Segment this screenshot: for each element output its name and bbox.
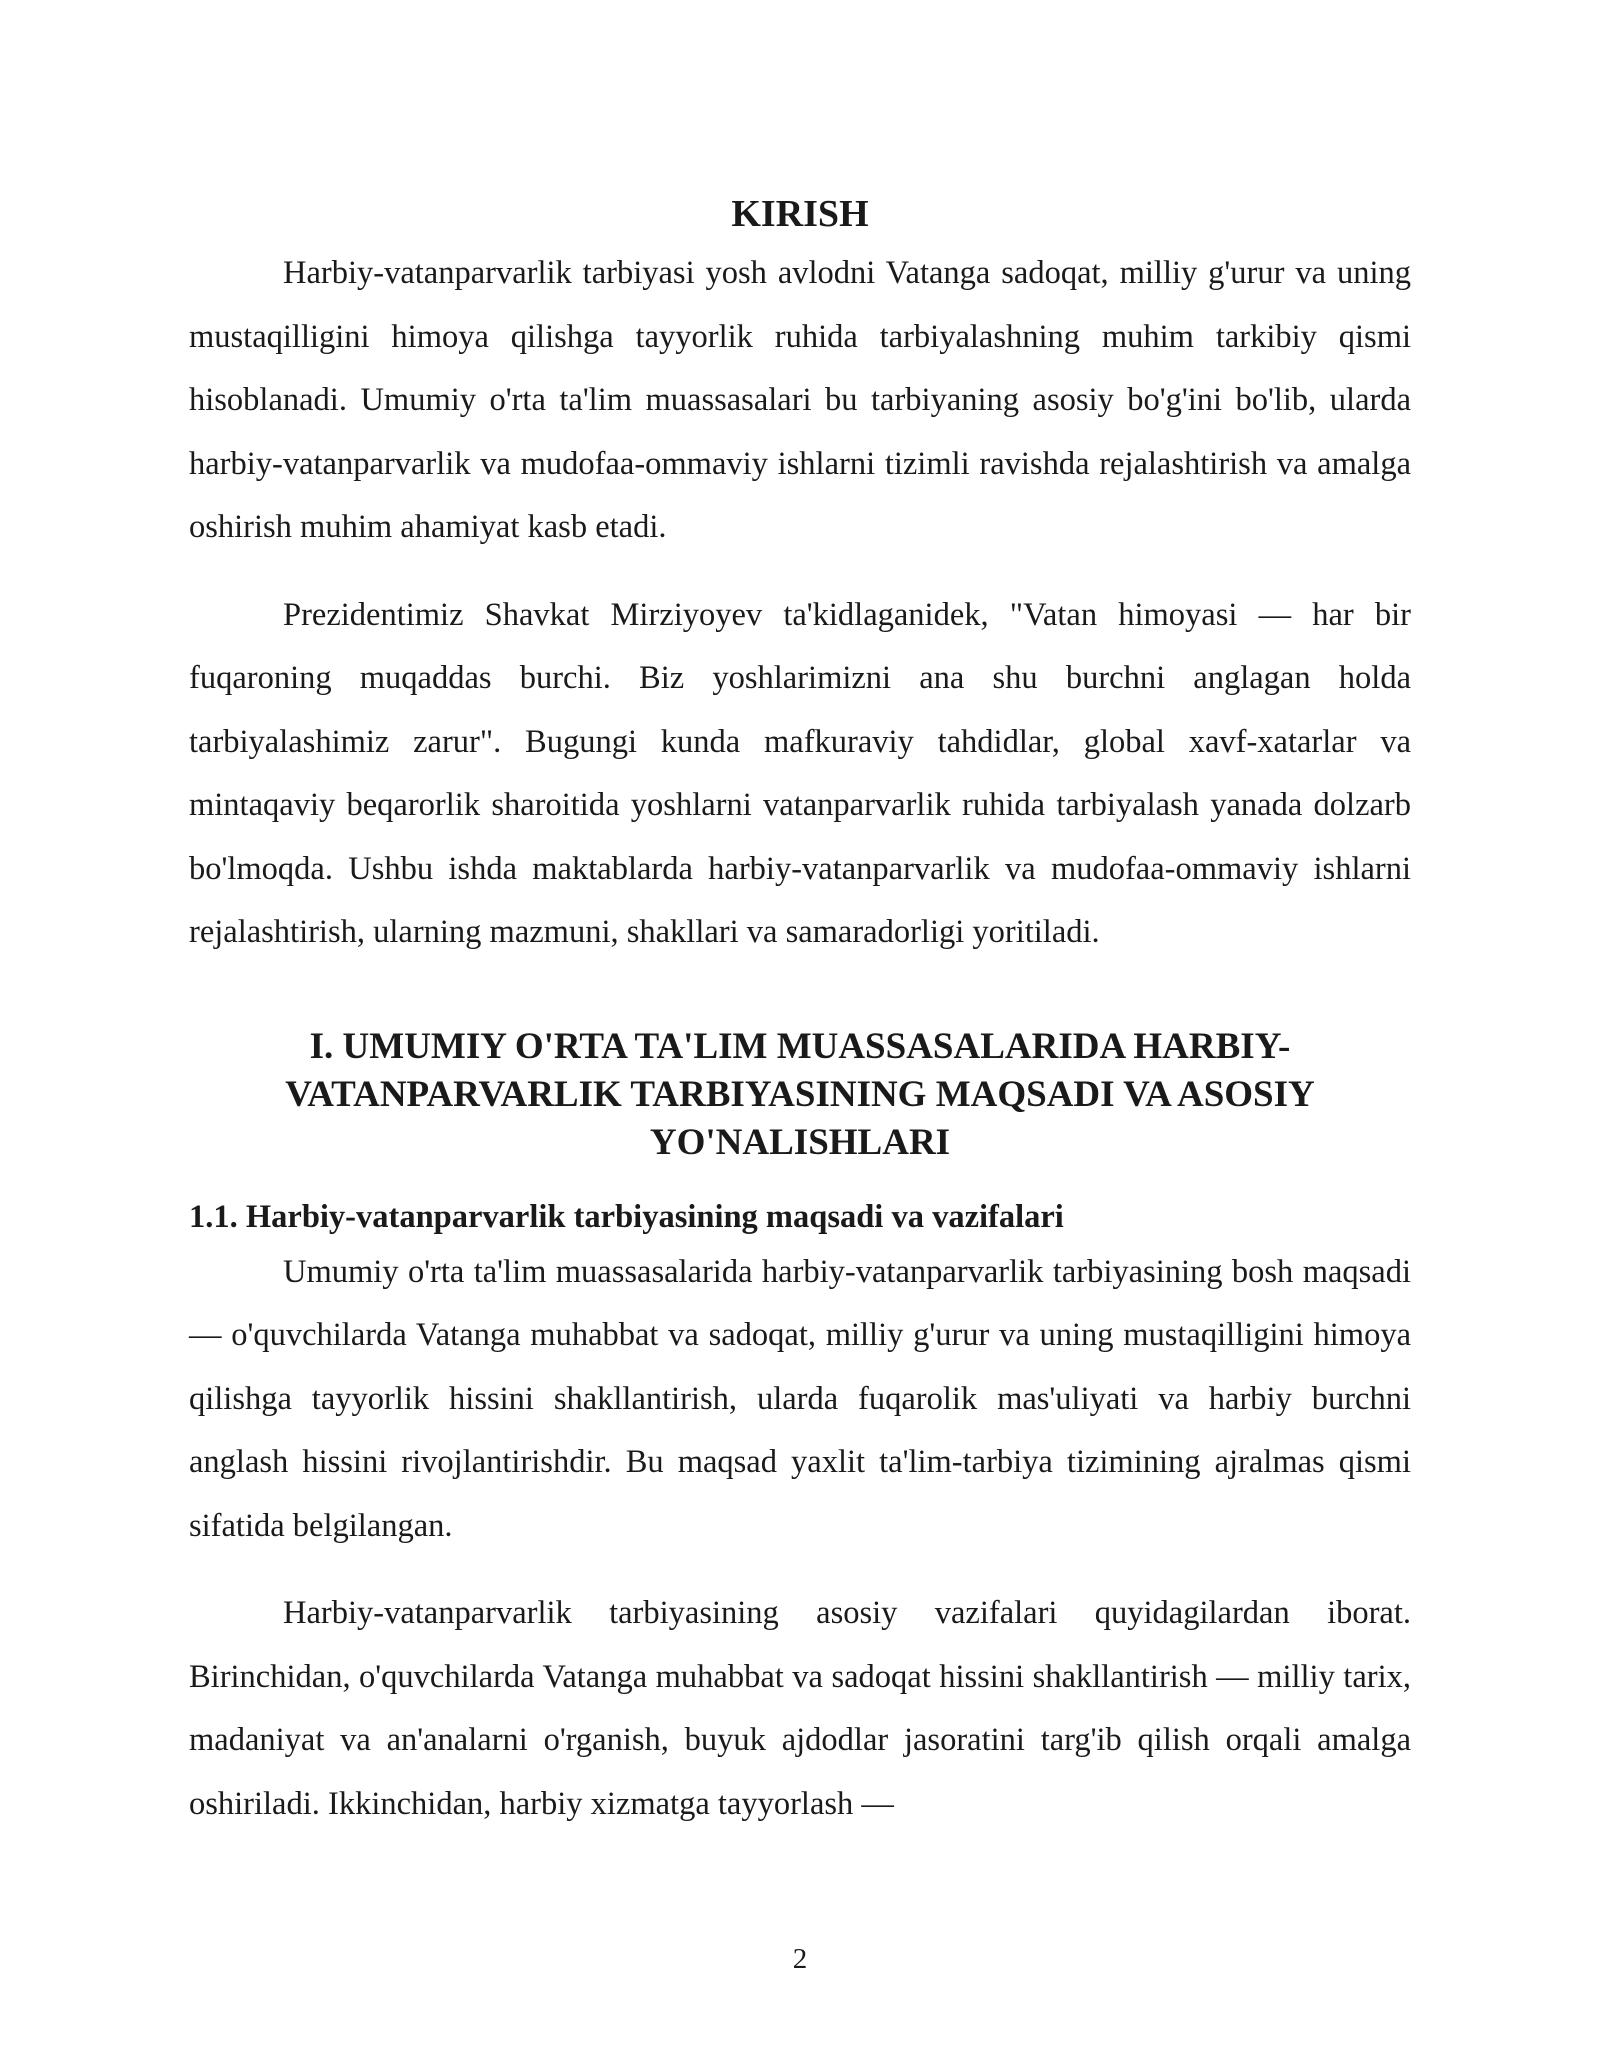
section-heading: 1.1. Harbiy-vatanparvarlik tarbiyasining maqsadi va vazifalari [189,1198,1064,1235]
introduction-heading: KIRISH [731,193,869,235]
page-content [189,186,1411,1836]
intro-paragraph-1: Harbiy-vatanparvarlik tarbiyasi yosh avlodni Vatanga sadoqat, milliy g'urur va uning mustaqilligini himoya qilishga tayyorlik ruhida tarbiyalashning muhim tarkibiy qismi hisoblanadi. Umumiy o'rta ta'lim muassasalari bu tarbiyaning asosiy bo'g'ini bo'lib, ularda harbiy-vatanparvarlik va mudofaa-ommaviy ishlarni tizimli ravishda rejalashtirish va amalga oshirish muhim ahamiyat kasb etadi. [189,255,1411,545]
intro-paragraph-2: Prezidentimiz Shavkat Mirziyoyev ta'kidlaganidek, "Vatan himoyasi — har bir fuqaroning muqaddas burchi. Biz yoshlarimizni ana shu burchni anglagan holda tarbiyalashimiz zarur". Bugungi kunda mafkuraviy tahdidlar, global xavf-xatarlar va mintaqaviy beqarorlik sharoitida yoshlarni vatanparvarlik ruhida tarbiyalash yanada dolzarb bo'lmoqda. Ushbu ishda maktablarda harbiy-vatanparvarlik va mudofaa-ommaviy ishlarni rejalashtirish, ularning mazmuni, shakllari va samaradorligi yoritiladi. [189,596,1411,950]
chapter-heading: I. UMUMIY O'RTA TA'LIM MUASSASALARIDA HARBIY-VATANPARVARLIK TARBIYASINING MAQSADI VA ASOSIY YO'NALISHLARI [285,1025,1315,1163]
section-paragraph-2: Harbiy-vatanparvarlik tarbiyasining asosiy vazifalari quyidagilardan iborat. Birinchidan, o'quvchilarda Vatanga muhabbat va sadoqat hissini shakllantirish — milliy tarix, madaniyat va an'analarni o'rganish, buyuk ajdodlar jasoratini targ'ib qilish orqali amalga oshiriladi. Ikkinchidan, harbiy xizmatga tayyorlash — [189,1595,1411,1822]
page-number: 2 [792,1943,808,1975]
section-paragraph-1: Umumiy o'rta ta'lim muassasalarida harbiy-vatanparvarlik tarbiyasining bosh maqsadi — o'quvchilarda Vatanga muhabbat va sadoqat, milliy g'urur va uning mustaqilligini himoya qilishga tayyorlik hissini shakllantirish, ularda fuqarolik mas'uliyati va harbiy burchni anglash hissini rivojlantirishdir. Bu maqsad yaxlit ta'lim-tarbiya tizimining ajralmas qismi sifatida belgilangan. [189,1253,1411,1544]
